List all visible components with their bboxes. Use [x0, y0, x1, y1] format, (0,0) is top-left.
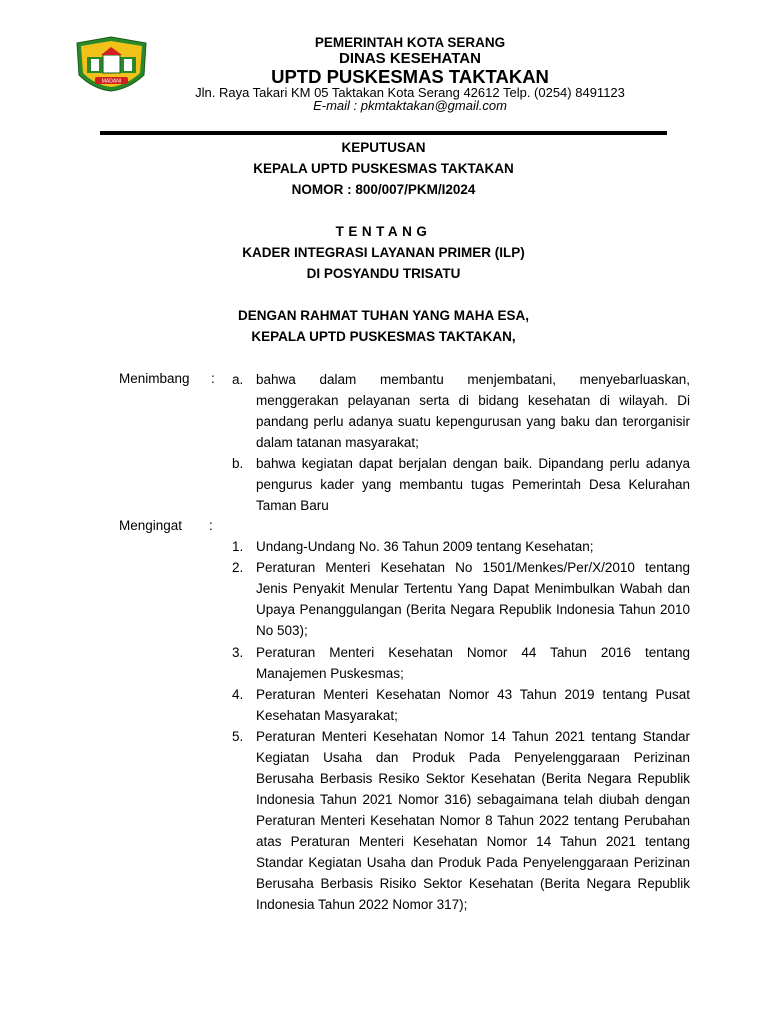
- header-address: Jln. Raya Takari KM 05 Taktakan Kota Serang 42612 Telp. (0254) 8491123: [195, 85, 625, 100]
- issuer-title: KEPALA UPTD PUSKESMAS TAKTAKAN: [253, 161, 514, 176]
- mengingat-item-3: Peraturan Menteri Kesehatan Nomor 44 Tahun 2016 tentang Manajemen Puskesmas;: [256, 645, 690, 681]
- subject-line-2: DI POSYANDU TRISATU: [306, 266, 461, 281]
- invocation-line-2: KEPALA UPTD PUSKESMAS TAKTAKAN,: [251, 329, 516, 344]
- decree-number: NOMOR : 800/007/PKM/I2024: [291, 182, 476, 197]
- mengingat-item-5: Peraturan Menteri Kesehatan Nomor 14 Tahun 2021 tentang Standar Kegiatan Usaha dan Produk Pada Penyelenggaraan Perizinan Berusaha Berbasis Resiko Sektor Kesehatan (Berita Negara Republik Indonesia Tahun 2021 Nomor 316) sebagaimana telah diubah dengan Peraturan Menteri Kesehatan Nomor 8 Tahun 2022 tentang Perubahan atas Peraturan Menteri Kesehatan Nomor 14 Tahun 2021 tentang Standar Kegiatan Usaha dan Produk Pada Penyelenggaraan Perizinan Berusaha Berbasis Risiko Sektor Kesehatan (Berita Negara Republik Indonesia Tahun 2022 Nomor 317);: [256, 729, 690, 912]
- menimbang-marker-a: a.: [232, 372, 244, 387]
- mengingat-marker-3: 3.: [232, 645, 244, 660]
- letterhead-divider: [100, 131, 667, 135]
- mengingat-marker-2: 2.: [232, 560, 244, 575]
- subject-line-1: KADER INTEGRASI LAYANAN PRIMER (ILP): [242, 245, 525, 260]
- mengingat-item-2: Peraturan Menteri Kesehatan No 1501/Menkes/Per/X/2010 tentang Jenis Penyakit Menular Tertentu Yang Dapat Menimbulkan Wabah dan Upaya Penanggulangan (Berita Negara Republik Indonesia Tahun 2010 No 503);: [256, 560, 690, 638]
- mengingat-item-1: Undang-Undang No. 36 Tahun 2009 tentang Kesehatan;: [256, 539, 594, 554]
- mengingat-marker-4: 4.: [232, 687, 244, 702]
- header-email: E-mail : pkmtaktakan@gmail.com: [313, 98, 507, 113]
- menimbang-marker-b: b.: [232, 456, 244, 471]
- header-department: DINAS KESEHATAN: [339, 50, 481, 67]
- tentang-heading: TENTANG: [335, 224, 432, 239]
- menimbang-colon: :: [211, 371, 215, 386]
- header-institution: UPTD PUSKESMAS TAKTAKAN: [271, 66, 549, 87]
- header-government: PEMERINTAH KOTA SERANG: [314, 35, 506, 50]
- doc-type-title: KEPUTUSAN: [341, 140, 426, 155]
- mengingat-label: Mengingat: [119, 518, 183, 533]
- city-emblem-logo: [73, 35, 150, 92]
- mengingat-marker-1: 1.: [232, 539, 244, 554]
- menimbang-item-a: bahwa dalam membantu menjembatani, menyebarluaskan, menggerakan pelayanan serta di bidang kesehatan di wilayah. Di pandang perlu adanya suatu kepengurusan yang baku dan terorganisir dalam tatanan masyarakat;: [256, 372, 690, 450]
- mengingat-marker-5: 5.: [232, 729, 244, 744]
- invocation-line-1: DENGAN RAHMAT TUHAN YANG MAHA ESA,: [237, 308, 529, 323]
- mengingat-item-4: Peraturan Menteri Kesehatan Nomor 43 Tahun 2019 tentang Pusat Kesehatan Masyarakat;: [256, 687, 690, 723]
- logo-motto-text: MADANI: [101, 78, 122, 85]
- menimbang-label: Menimbang: [119, 371, 190, 386]
- mengingat-colon: :: [209, 518, 213, 533]
- menimbang-item-b: bahwa kegiatan dapat berjalan dengan baik. Dipandang perlu adanya pengurus kader yang membantu tugas Pemerintah Desa Kelurahan Taman Baru: [256, 456, 690, 513]
